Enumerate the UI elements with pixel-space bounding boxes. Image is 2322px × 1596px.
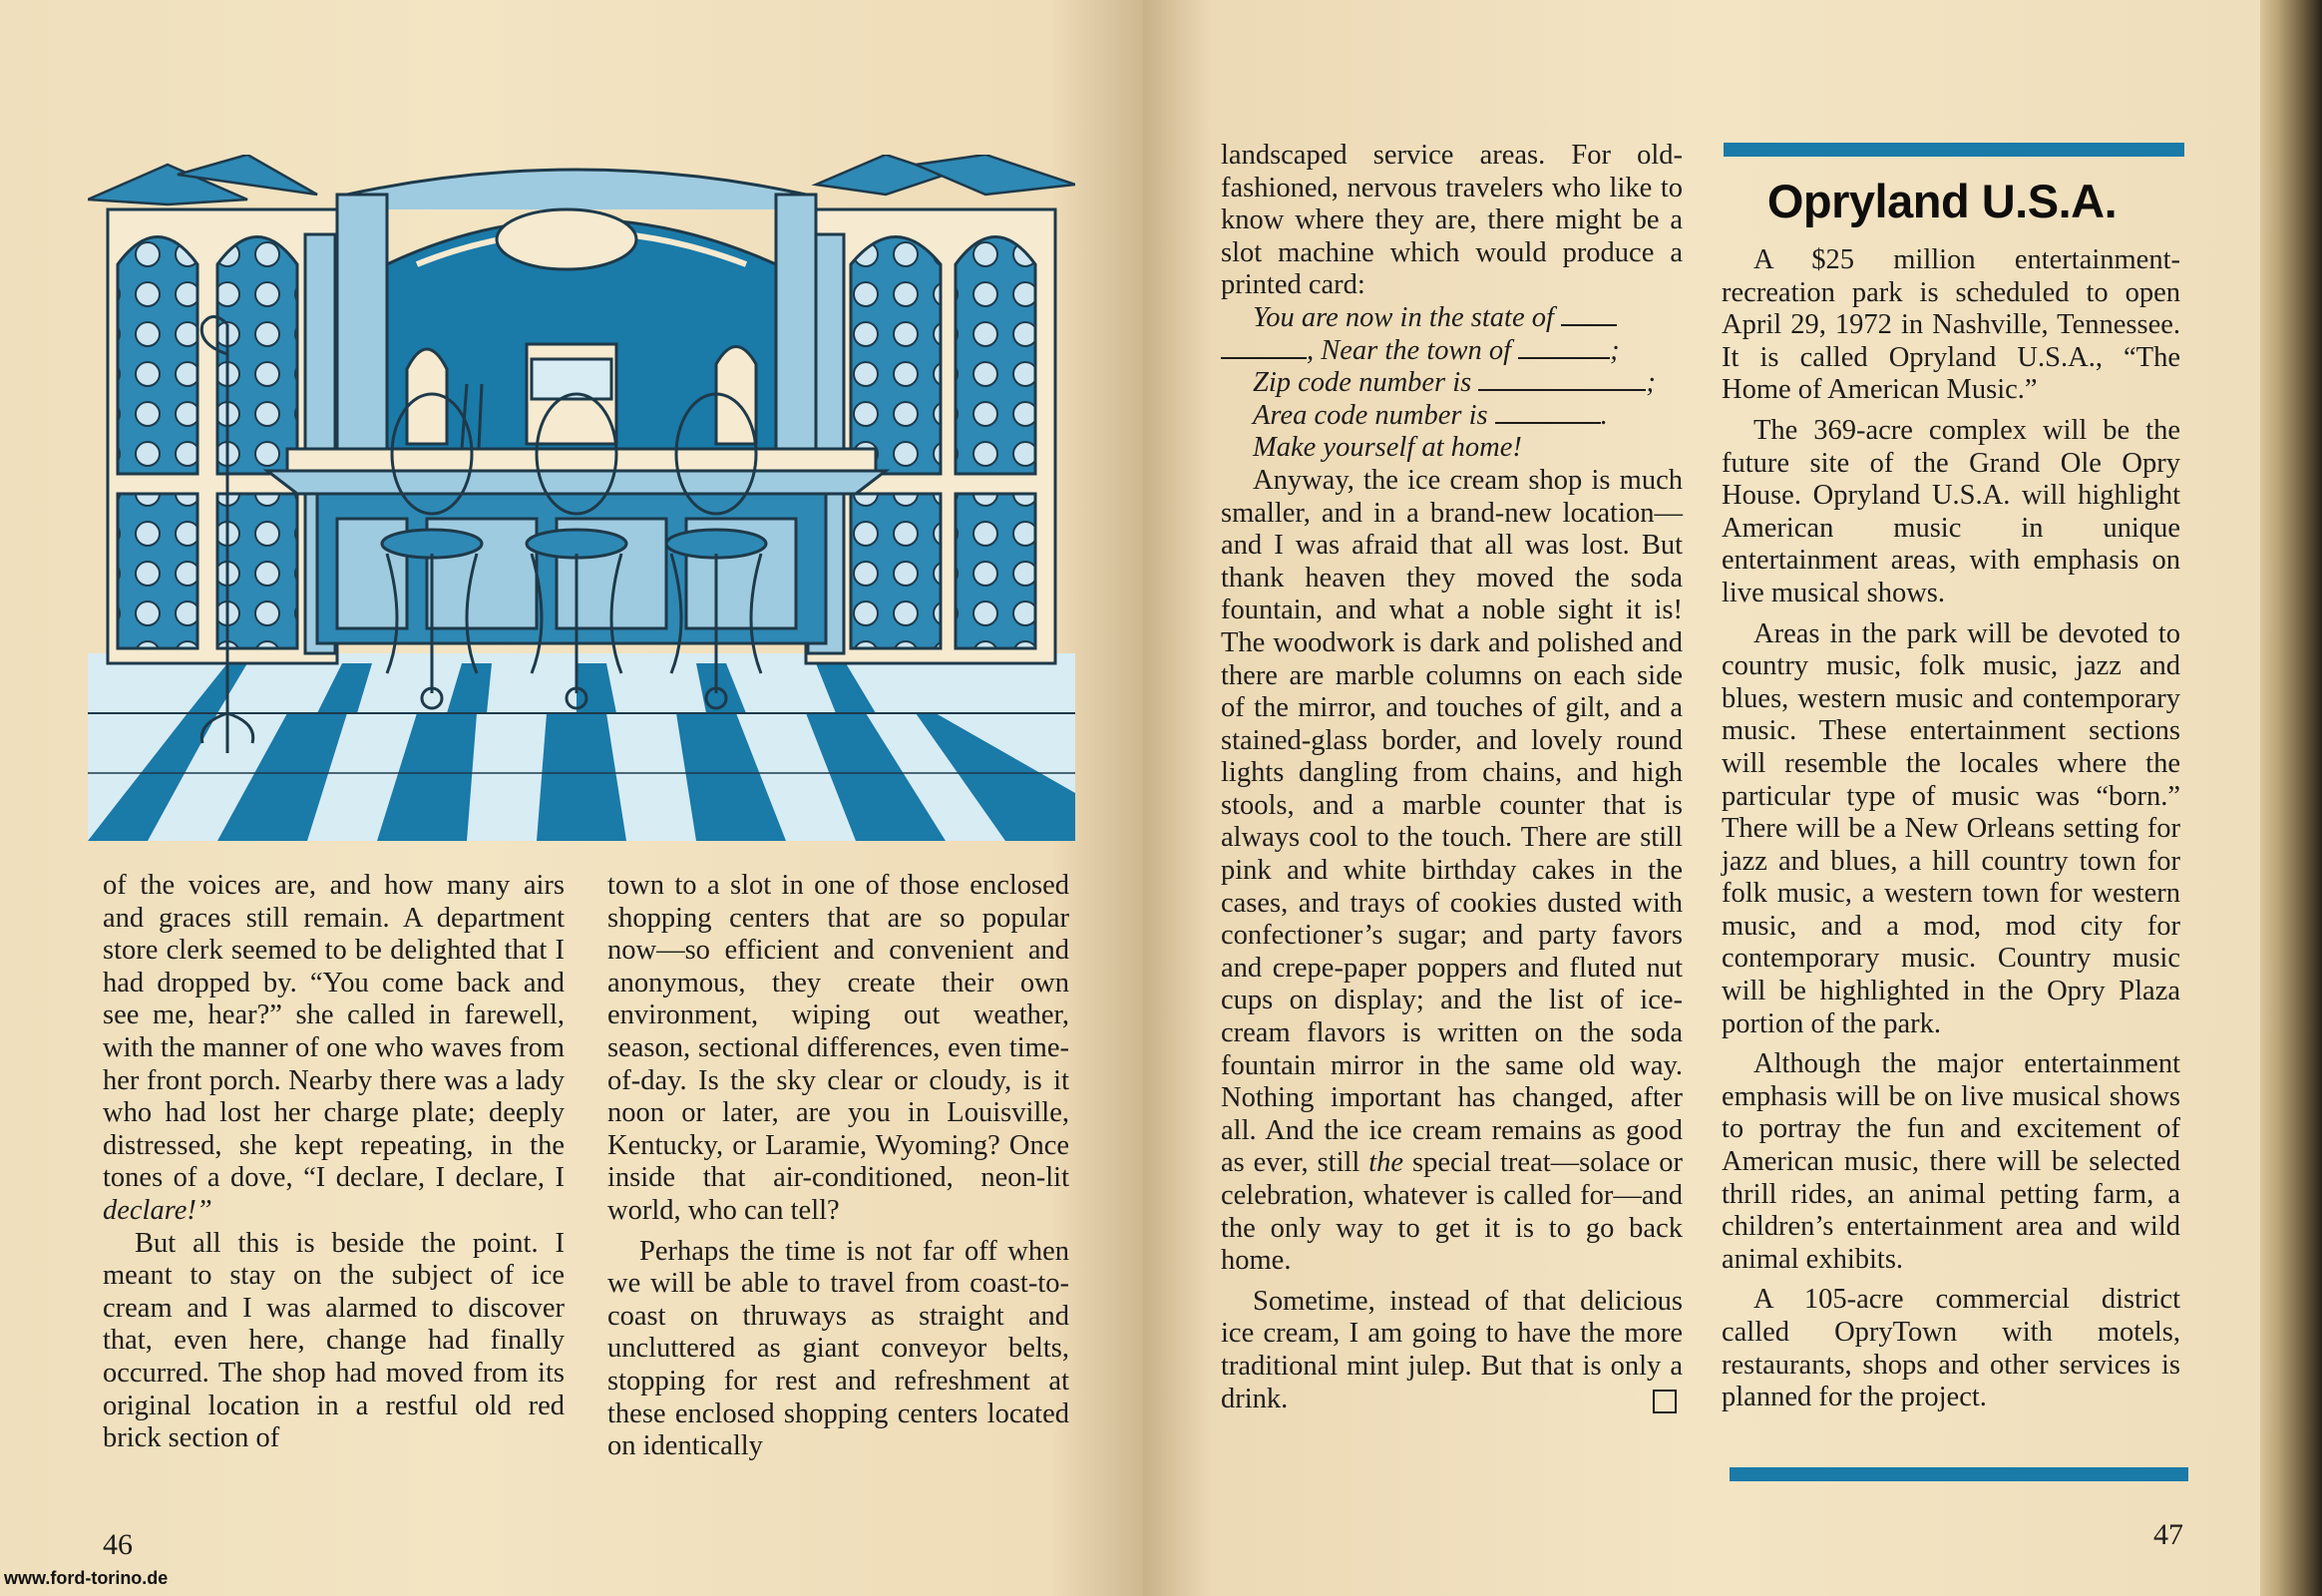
sidebar-column [1722, 244, 2180, 1414]
paragraph: Perhaps the time is not far off when we will be able to travel from coast-to-coast on thruways as straight and uncluttered as giant conveyor belts, stopping for rest and refreshment at these enclosed shopping centers located on identically [607, 1235, 1069, 1462]
paragraph-text: special treat—solace or celebration, whatever is called for—and the only way to get it is to go back home. [1221, 1147, 1683, 1277]
watermark: www.ford-torino.de [4, 1568, 169, 1588]
paragraph: Areas in the park will be devoted to country music, folk music, jazz and blues, western music and contemporary music. These entertainment sections will resemble the locales where the particular type of music was “born.” There will be a New Orleans setting for jazz and blues, a hill country town for folk music, a western town for western music, and a mod, mod city for contemporary music. Country music will be highlighted in the Opry Plaza portion of the park. [1722, 617, 2180, 1039]
paragraph: The 369-acre complex will be the future site of the Grand Ole Opry House. Opryland U.S.A. will highlight American music in unique entertainment areas, with emphasis on live musical shows. [1722, 414, 2180, 608]
paragraph-text: of the voices are, and how many airs and graces still remain. A department store clerk seemed to be delighted that I had dropped by. “You come back and see me, hear?” she called in farewell, with the manner of one who waves from her front porch. Nearby there was a lady who had lost her charge plate; deeply distressed, she kept repeating, in the tones of a dove, “I declare, I declare, I [103, 870, 565, 1194]
left-column-1 [103, 870, 565, 1455]
card-text: , Near the town of [1307, 334, 1512, 366]
right-page [1143, 0, 2260, 1596]
paragraph-text: Anyway, the ice cream shop is much smaller, and in a brand-new location—and I was afraid that all was lost. But thank heaven they moved the soda fountain, and what a noble sight it is! The woodwork is dark and polished and there are marble columns on each side of the mirror, and touches of gilt, and a stained-glass border, and lovely round lights dangling from chains, and high stools, and a marble counter that is always cool to the touch. There are still pink and white birthday cakes in the cases, and trays of cookies dusted with confectioner’s sugar; and party favors and crepe-paper poppers and fluted nut cups on display; and the list of ice-cream flavors is written on the soda fountain mirror in the same old way. Nothing important has changed, after all. And the ice cream remains as good as ever, still [1221, 464, 1683, 1179]
sidebar-top-rule [1724, 143, 2184, 157]
right-column-1 [1221, 140, 1683, 1415]
blank-line [1478, 389, 1646, 391]
left-page [0, 0, 1143, 1596]
checkered-floor [88, 653, 1075, 841]
soda-fountain-illustration [88, 155, 1075, 841]
paragraph-text: Sometime, instead of that delicious ice cream, I am going to have the more traditional mint julep. But that is only a drink. [1221, 1285, 1683, 1414]
page-number: 46 [103, 1528, 133, 1561]
card-text: You are now in the state of [1253, 301, 1554, 333]
card-line-5: Make yourself at home! [1253, 432, 1522, 464]
paragraph: landscaped service areas. For old-fashioned, nervous travelers who like to know where they are, there might be a slot machine which would produce a printed card: [1221, 140, 1683, 301]
paragraph: A $25 million entertainment-recreation park is scheduled to open April 29, 1972 in Nashville, Tennessee. It is called Opryland U.S.A., “The Home of American Music.” [1722, 244, 2180, 406]
card-line-1 [1221, 302, 1683, 335]
paragraph: Although the major entertainment emphasis will be on live musical shows to portray the fun and excitement of American music, there will be selected thrill rides, an animal petting farm, a children’s entertainment area and wild animal exhibits. [1722, 1048, 2180, 1275]
paragraph [1221, 465, 1683, 1278]
card-text: Zip code number is [1253, 367, 1472, 399]
paragraph: But all this is beside the point. I meant to stay on the subject of ice cream and I was alarmed to discover that, even here, change had finally occurred. The shop had moved from its original location in a restful old red brick section of [103, 1227, 565, 1454]
right-cabinet [806, 209, 1055, 663]
paragraph [1221, 1286, 1683, 1415]
blank-line [1495, 422, 1601, 424]
paragraph [103, 870, 565, 1228]
left-cabinet [108, 209, 337, 663]
end-mark-icon [1653, 1390, 1677, 1413]
card-line-3 [1221, 367, 1683, 400]
card-line-4 [1221, 400, 1683, 433]
card-punct: ; [1646, 367, 1656, 399]
book-edge [2260, 0, 2322, 1596]
page-number: 47 [2153, 1518, 2183, 1551]
sidebar-title: Opryland U.S.A. [1766, 175, 2118, 227]
sidebar-bottom-rule [1730, 1467, 2188, 1481]
card-line-2 [1221, 335, 1683, 368]
left-column-2 [607, 870, 1069, 1463]
paragraph: A 105-acre commercial district called OpryTown with motels, restaurants, shops and other services is planned for the project. [1722, 1284, 2180, 1413]
card-punct: . [1600, 399, 1608, 431]
emphasis-text: declare!” [103, 1194, 212, 1226]
card-text: Area code number is [1253, 399, 1488, 431]
paragraph: town to a slot in one of those enclosed shopping centers that are so popular now—so efficient and convenient and anonymous, they create their own environment, wiping out weather, season, sectional differences, even time-of-day. Is the sky clear or cloudy, is it noon or later, are you in Louisville, Kentucky, or Laramie, Wyoming? Once inside that air-conditioned, neon-lit world, who can tell? [607, 870, 1069, 1226]
card-punct: ; [1610, 334, 1620, 366]
blank-line [1221, 357, 1307, 359]
blank-line [1561, 324, 1617, 326]
emphasis-text: the [1368, 1147, 1404, 1179]
blank-line [1518, 357, 1610, 359]
